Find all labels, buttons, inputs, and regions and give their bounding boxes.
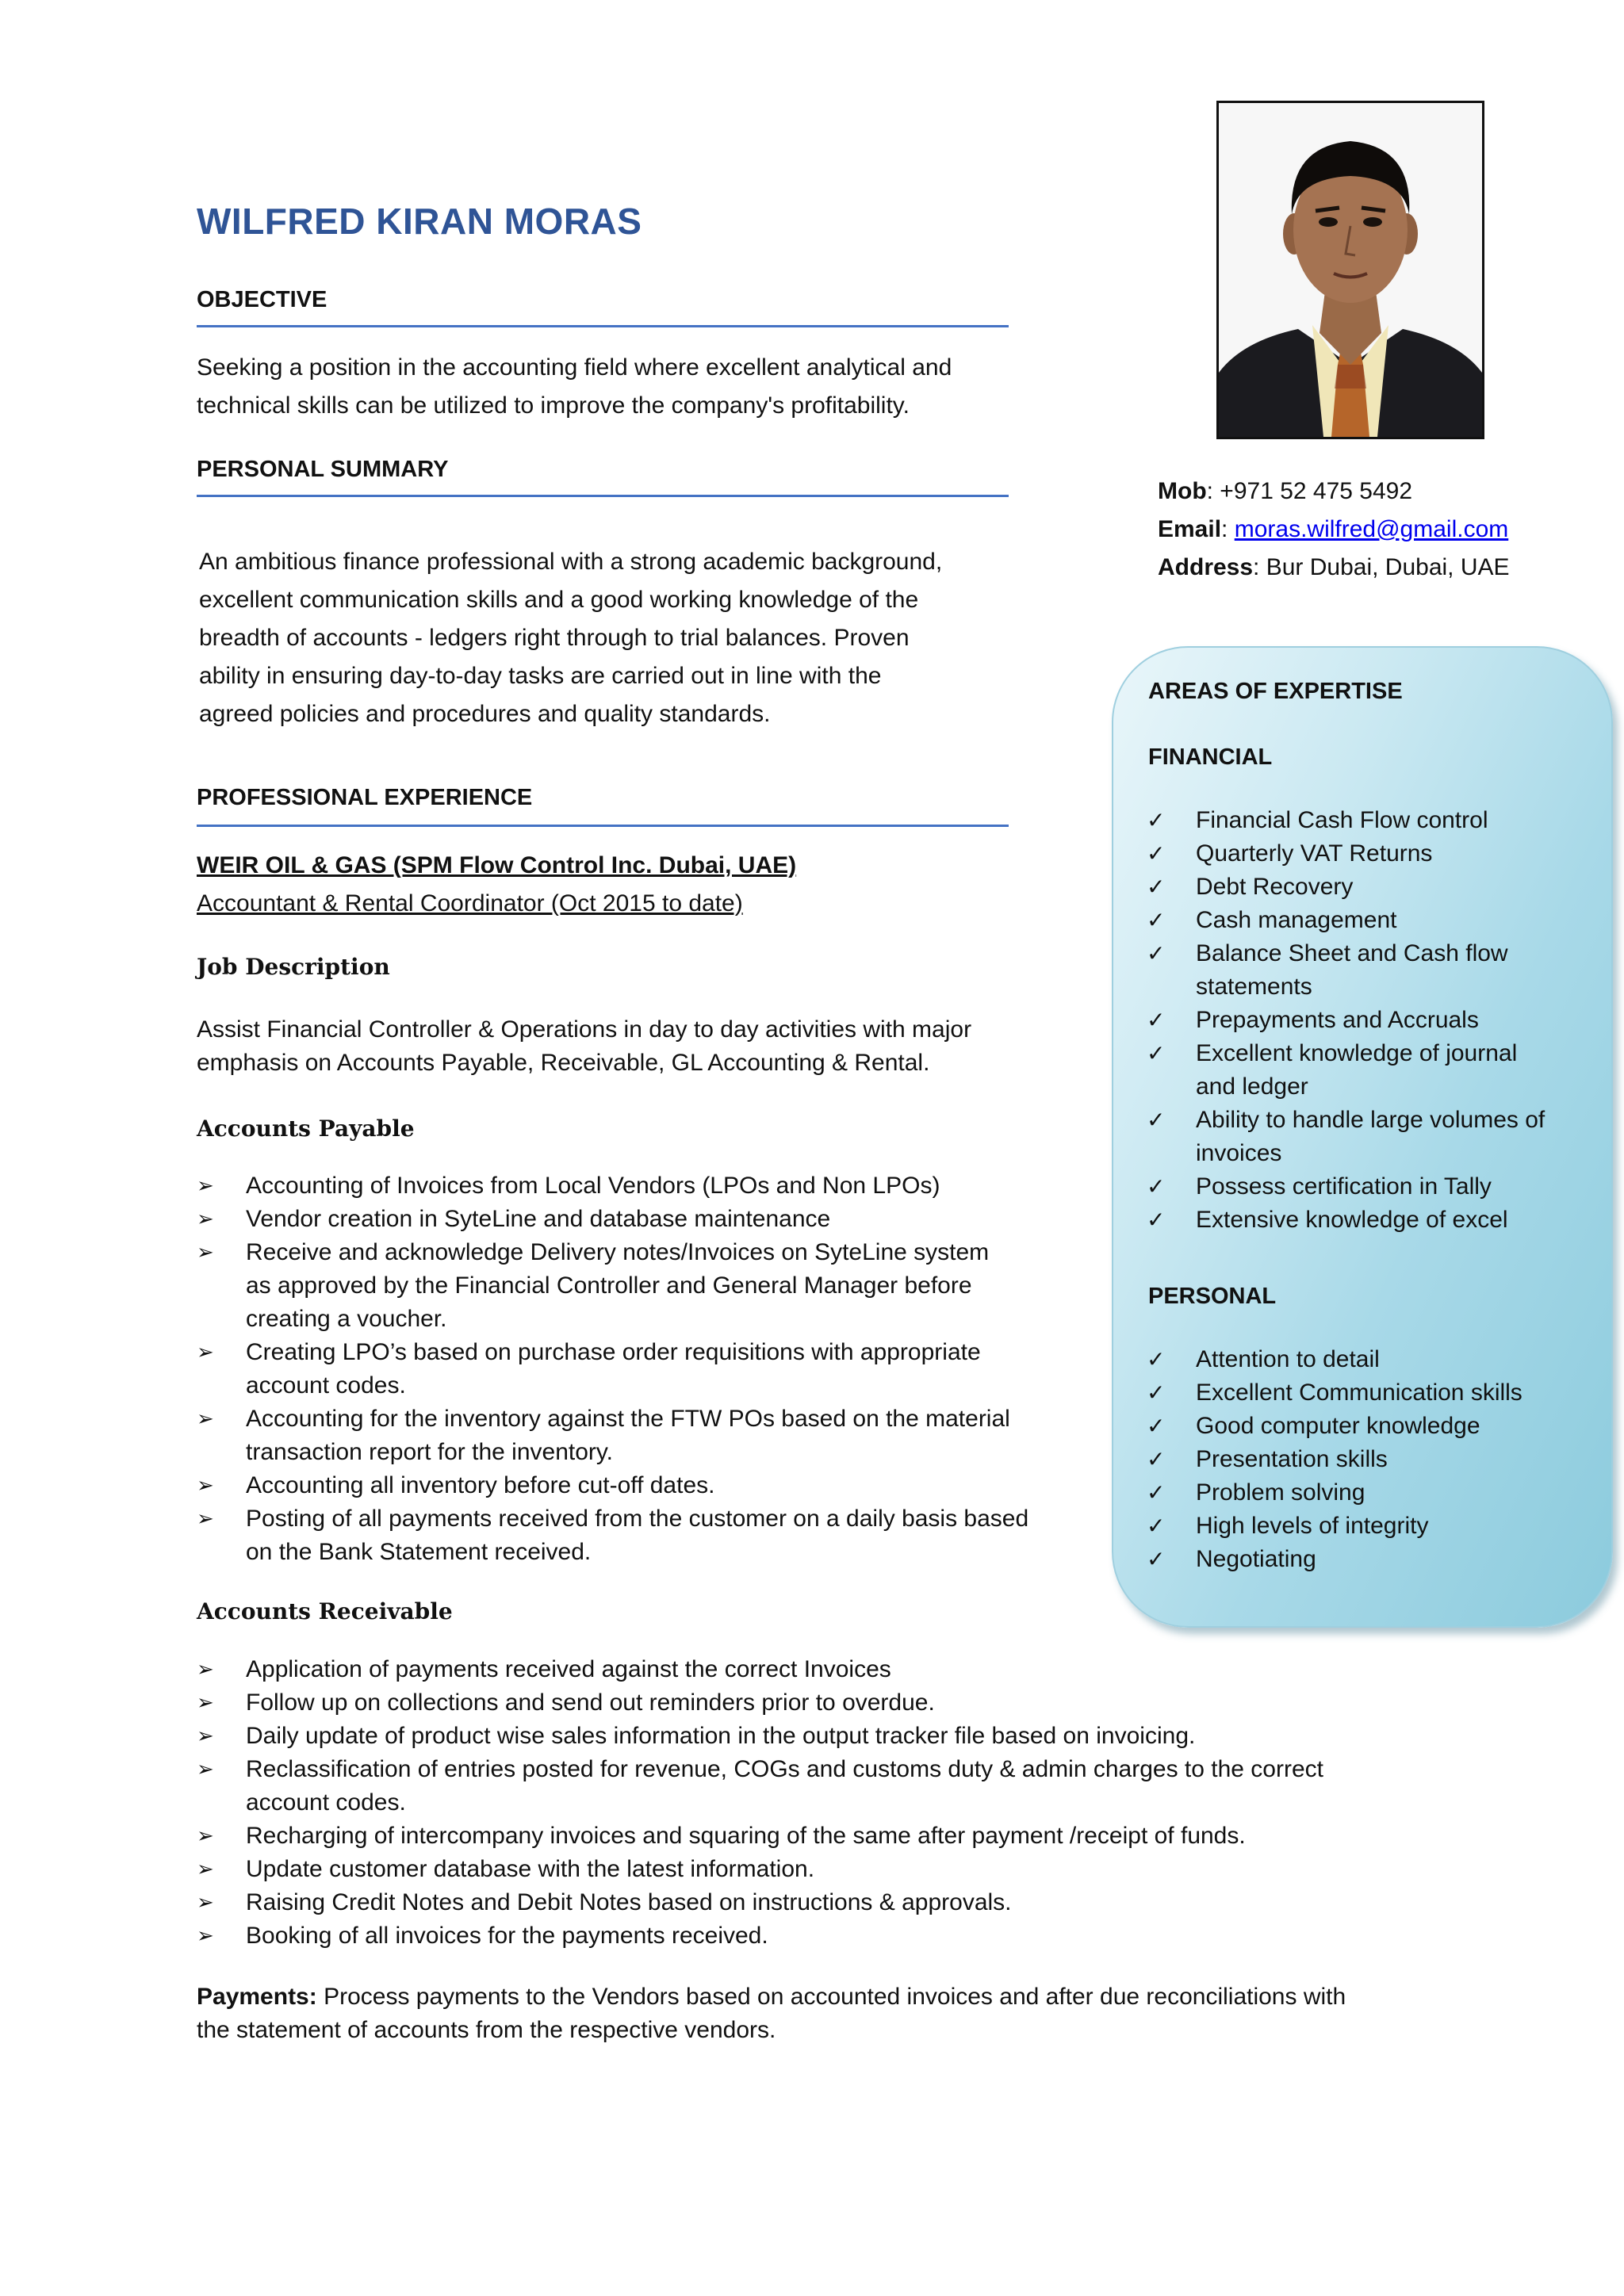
summary-line: breadth of accounts - ledgers right through to trial balances. Proven (199, 625, 910, 651)
financial-skill-item-text: invoices (1196, 1140, 1282, 1166)
payments-text: Process payments to the Vendors based on accounted invoices and after due reconciliations with (316, 1984, 1346, 2010)
payable-item-text: Posting of all payments received from the customer on a daily basis based (246, 1506, 1029, 1532)
arrow-bullet-icon: ➢ (197, 1891, 214, 1915)
financial-skill-item (1147, 1004, 1599, 1037)
mobile-row (1158, 473, 1510, 511)
objective-text (197, 349, 952, 425)
accounts-payable-list (197, 1169, 1093, 1569)
personal-skill-item (1147, 1410, 1599, 1443)
check-bullet-icon: ✓ (1147, 1207, 1166, 1233)
payable-item-text: on the Bank Statement received. (246, 1539, 592, 1565)
mobile-value: : +971 52 475 5492 (1206, 478, 1413, 504)
check-bullet-icon: ✓ (1147, 1007, 1166, 1033)
candidate-name: WILFRED KIRAN MORAS (197, 201, 642, 242)
financial-skill-item (1147, 871, 1599, 904)
payments-paragraph (197, 1980, 1465, 2047)
check-bullet-icon: ✓ (1147, 1173, 1166, 1200)
check-bullet-icon: ✓ (1147, 807, 1166, 833)
expertise-heading: AREAS OF EXPERTISE (1148, 679, 1403, 704)
arrow-bullet-icon: ➢ (197, 1474, 214, 1498)
job-description-line: Assist Financial Controller & Operations in day to day activities with major (197, 1016, 972, 1043)
payable-item (197, 1236, 1093, 1336)
financial-skill-item (1147, 1037, 1599, 1104)
check-bullet-icon: ✓ (1147, 840, 1166, 867)
receivable-item-text: Recharging of intercompany invoices and squaring of the same after payment /receipt of funds. (246, 1823, 1246, 1849)
arrow-bullet-icon: ➢ (197, 1691, 214, 1715)
payable-item (197, 1203, 1093, 1236)
accounts-receivable-list (197, 1653, 1434, 1953)
receivable-item (197, 1886, 1434, 1919)
payable-item (197, 1502, 1093, 1569)
company-name (197, 847, 796, 885)
job-description-text (197, 1013, 971, 1080)
payable-item-text: account codes. (246, 1372, 406, 1399)
receivable-item-text: account codes. (246, 1789, 406, 1816)
financial-skill-item (1147, 1104, 1599, 1170)
check-bullet-icon: ✓ (1147, 940, 1166, 966)
arrow-bullet-icon: ➢ (197, 1724, 214, 1748)
financial-skill-item-text: Extensive knowledge of excel (1196, 1207, 1508, 1233)
check-bullet-icon: ✓ (1147, 1546, 1166, 1572)
financial-skill-item (1147, 1203, 1599, 1237)
personal-skill-item (1147, 1543, 1599, 1576)
personal-skill-item-text: High levels of integrity (1196, 1513, 1429, 1539)
receivable-item-text: Booking of all invoices for the payments received. (246, 1923, 768, 1949)
arrow-bullet-icon: ➢ (197, 1924, 214, 1948)
financial-skill-item-text: Ability to handle large volumes of (1196, 1107, 1545, 1133)
job-description-heading: Job Description (197, 954, 390, 980)
payable-item-text: creating a voucher. (246, 1306, 447, 1332)
financial-skill-item-text: Financial Cash Flow control (1196, 807, 1488, 833)
receivable-item-text: Reclassification of entries posted for revenue, COGs and customs duty & admin charges to the correct (246, 1756, 1323, 1782)
check-bullet-icon: ✓ (1147, 1513, 1166, 1539)
receivable-item (197, 1653, 1434, 1686)
receivable-item-text: Daily update of product wise sales information in the output tracker file based on invoicing. (246, 1723, 1196, 1749)
financial-skill-item-text: Excellent knowledge of journal (1196, 1040, 1518, 1066)
job-role (197, 885, 743, 923)
check-bullet-icon: ✓ (1147, 907, 1166, 933)
address-row (1158, 549, 1510, 587)
objective-line: technical skills can be utilized to improve the company's profitability. (197, 392, 910, 419)
payable-item-text: transaction report for the inventory. (246, 1439, 614, 1465)
financial-skill-item-text: Prepayments and Accruals (1196, 1007, 1479, 1033)
receivable-item (197, 1919, 1434, 1953)
receivable-item-text: Follow up on collections and send out reminders prior to overdue. (246, 1689, 935, 1716)
personal-skill-item (1147, 1510, 1599, 1543)
check-bullet-icon: ✓ (1147, 1413, 1166, 1439)
payable-item-text: as approved by the Financial Controller and General Manager before (246, 1272, 972, 1299)
receivable-item-text: Update customer database with the latest information. (246, 1856, 815, 1882)
payable-item (197, 1402, 1093, 1469)
personal-skill-item (1147, 1376, 1599, 1410)
check-bullet-icon: ✓ (1147, 1380, 1166, 1406)
financial-skill-item-text: and ledger (1196, 1073, 1308, 1100)
personal-skill-item-text: Presentation skills (1196, 1446, 1388, 1472)
check-bullet-icon: ✓ (1147, 1040, 1166, 1066)
check-bullet-icon: ✓ (1147, 1479, 1166, 1506)
payments-label: Payments: (197, 1984, 317, 2010)
email-link[interactable]: moras.wilfred@gmail.com (1234, 516, 1509, 542)
arrow-bullet-icon: ➢ (197, 1858, 214, 1881)
receivable-item (197, 1720, 1434, 1753)
payments-line (197, 1980, 1465, 2014)
payable-item (197, 1169, 1093, 1203)
experience-heading: PROFESSIONAL EXPERIENCE (197, 785, 533, 810)
arrow-bullet-icon: ➢ (197, 1507, 214, 1531)
arrow-bullet-icon: ➢ (197, 1824, 214, 1848)
job-role-text: Accountant & Rental Coordinator (Oct 2015 to date) (197, 890, 743, 916)
personal-heading: PERSONAL (1148, 1284, 1277, 1309)
receivable-item-text: Application of payments received against the correct Invoices (246, 1656, 891, 1682)
payments-line: the statement of accounts from the respective vendors. (197, 2017, 776, 2043)
summary-line: ability in ensuring day-to-day tasks are carried out in line with the (199, 663, 882, 689)
accounts-receivable-heading: Accounts Receivable (197, 1598, 453, 1624)
experience-divider (197, 825, 1009, 827)
email-row: Email: moras.wilfred@gmail.com (1158, 516, 1509, 542)
receivable-item (197, 1853, 1434, 1886)
summary-line: agreed policies and procedures and quality standards. (199, 701, 771, 727)
personal-skill-item (1147, 1443, 1599, 1476)
objective-heading: OBJECTIVE (197, 287, 327, 312)
profile-photo (1216, 101, 1484, 439)
financial-skill-item (1147, 937, 1599, 1004)
personal-skill-item (1147, 1476, 1599, 1510)
personal-skill-item-text: Good computer knowledge (1196, 1413, 1480, 1439)
payable-item-text: Receive and acknowledge Delivery notes/Invoices on SyteLine system (246, 1239, 990, 1265)
expertise-panel (1112, 646, 1613, 1628)
payable-item-text: Vendor creation in SyteLine and database maintenance (246, 1206, 831, 1232)
personal-skills-list (1147, 1343, 1599, 1576)
arrow-bullet-icon: ➢ (197, 1241, 214, 1265)
personal-summary-text (199, 543, 942, 733)
financial-skill-item-text: Quarterly VAT Returns (1196, 840, 1433, 867)
arrow-bullet-icon: ➢ (197, 1658, 214, 1682)
check-bullet-icon: ✓ (1147, 1346, 1166, 1372)
arrow-bullet-icon: ➢ (197, 1174, 214, 1198)
objective-line: Seeking a position in the accounting field where excellent analytical and (197, 354, 952, 381)
financial-skills-list (1147, 804, 1599, 1237)
financial-skill-item (1147, 1170, 1599, 1203)
check-bullet-icon: ✓ (1147, 1107, 1166, 1133)
job-description-line: emphasis on Accounts Payable, Receivable, GL Accounting & Rental. (197, 1050, 930, 1076)
mobile-label: Mob (1158, 478, 1207, 504)
arrow-bullet-icon: ➢ (197, 1207, 214, 1231)
receivable-item (197, 1686, 1434, 1720)
summary-line: An ambitious finance professional with a strong academic background, (199, 549, 943, 575)
arrow-bullet-icon: ➢ (197, 1341, 214, 1364)
financial-heading: FINANCIAL (1148, 744, 1273, 770)
payable-item (197, 1336, 1093, 1402)
receivable-item (197, 1820, 1434, 1853)
portrait-image (1219, 103, 1482, 437)
financial-skill-item-text: Possess certification in Tally (1196, 1173, 1492, 1200)
company-name-text: WEIR OIL & GAS (SPM Flow Control Inc. Dubai, UAE) (197, 852, 797, 878)
personal-skill-item-text: Negotiating (1196, 1546, 1316, 1572)
payable-item (197, 1469, 1093, 1502)
address-label: Address (1158, 554, 1254, 580)
accounts-payable-heading: Accounts Payable (197, 1115, 415, 1142)
personal-skill-item-text: Problem solving (1196, 1479, 1365, 1506)
contact-block (1158, 473, 1510, 587)
financial-skill-item-text: statements (1196, 974, 1312, 1000)
email-label: Email (1158, 516, 1222, 542)
personal-summary-heading: PERSONAL SUMMARY (197, 457, 449, 482)
objective-divider (197, 325, 1009, 327)
check-bullet-icon: ✓ (1147, 874, 1166, 900)
financial-skill-item-text: Debt Recovery (1196, 874, 1354, 900)
arrow-bullet-icon: ➢ (197, 1758, 214, 1781)
financial-skill-item (1147, 837, 1599, 871)
payable-item-text: Creating LPO’s based on purchase order requisitions with appropriate (246, 1339, 981, 1365)
arrow-bullet-icon: ➢ (197, 1407, 214, 1431)
personal-skill-item-text: Attention to detail (1196, 1346, 1380, 1372)
receivable-item-text: Raising Credit Notes and Debit Notes based on instructions & approvals. (246, 1889, 1012, 1915)
payable-item-text: Accounting of Invoices from Local Vendors (LPOs and Non LPOs) (246, 1173, 940, 1199)
receivable-item (197, 1753, 1434, 1820)
financial-skill-item (1147, 904, 1599, 937)
financial-skill-item-text: Balance Sheet and Cash flow (1196, 940, 1508, 966)
payable-item-text: Accounting all inventory before cut-off dates. (246, 1472, 715, 1498)
personal-summary-divider (197, 495, 1009, 497)
summary-line: excellent communication skills and a good working knowledge of the (199, 587, 919, 613)
financial-skill-item (1147, 804, 1599, 837)
address-value: : Bur Dubai, Dubai, UAE (1253, 554, 1510, 580)
check-bullet-icon: ✓ (1147, 1446, 1166, 1472)
financial-skill-item-text: Cash management (1196, 907, 1397, 933)
personal-skill-item (1147, 1343, 1599, 1376)
payable-item-text: Accounting for the inventory against the FTW POs based on the material (246, 1406, 1010, 1432)
personal-skill-item-text: Excellent Communication skills (1196, 1380, 1522, 1406)
